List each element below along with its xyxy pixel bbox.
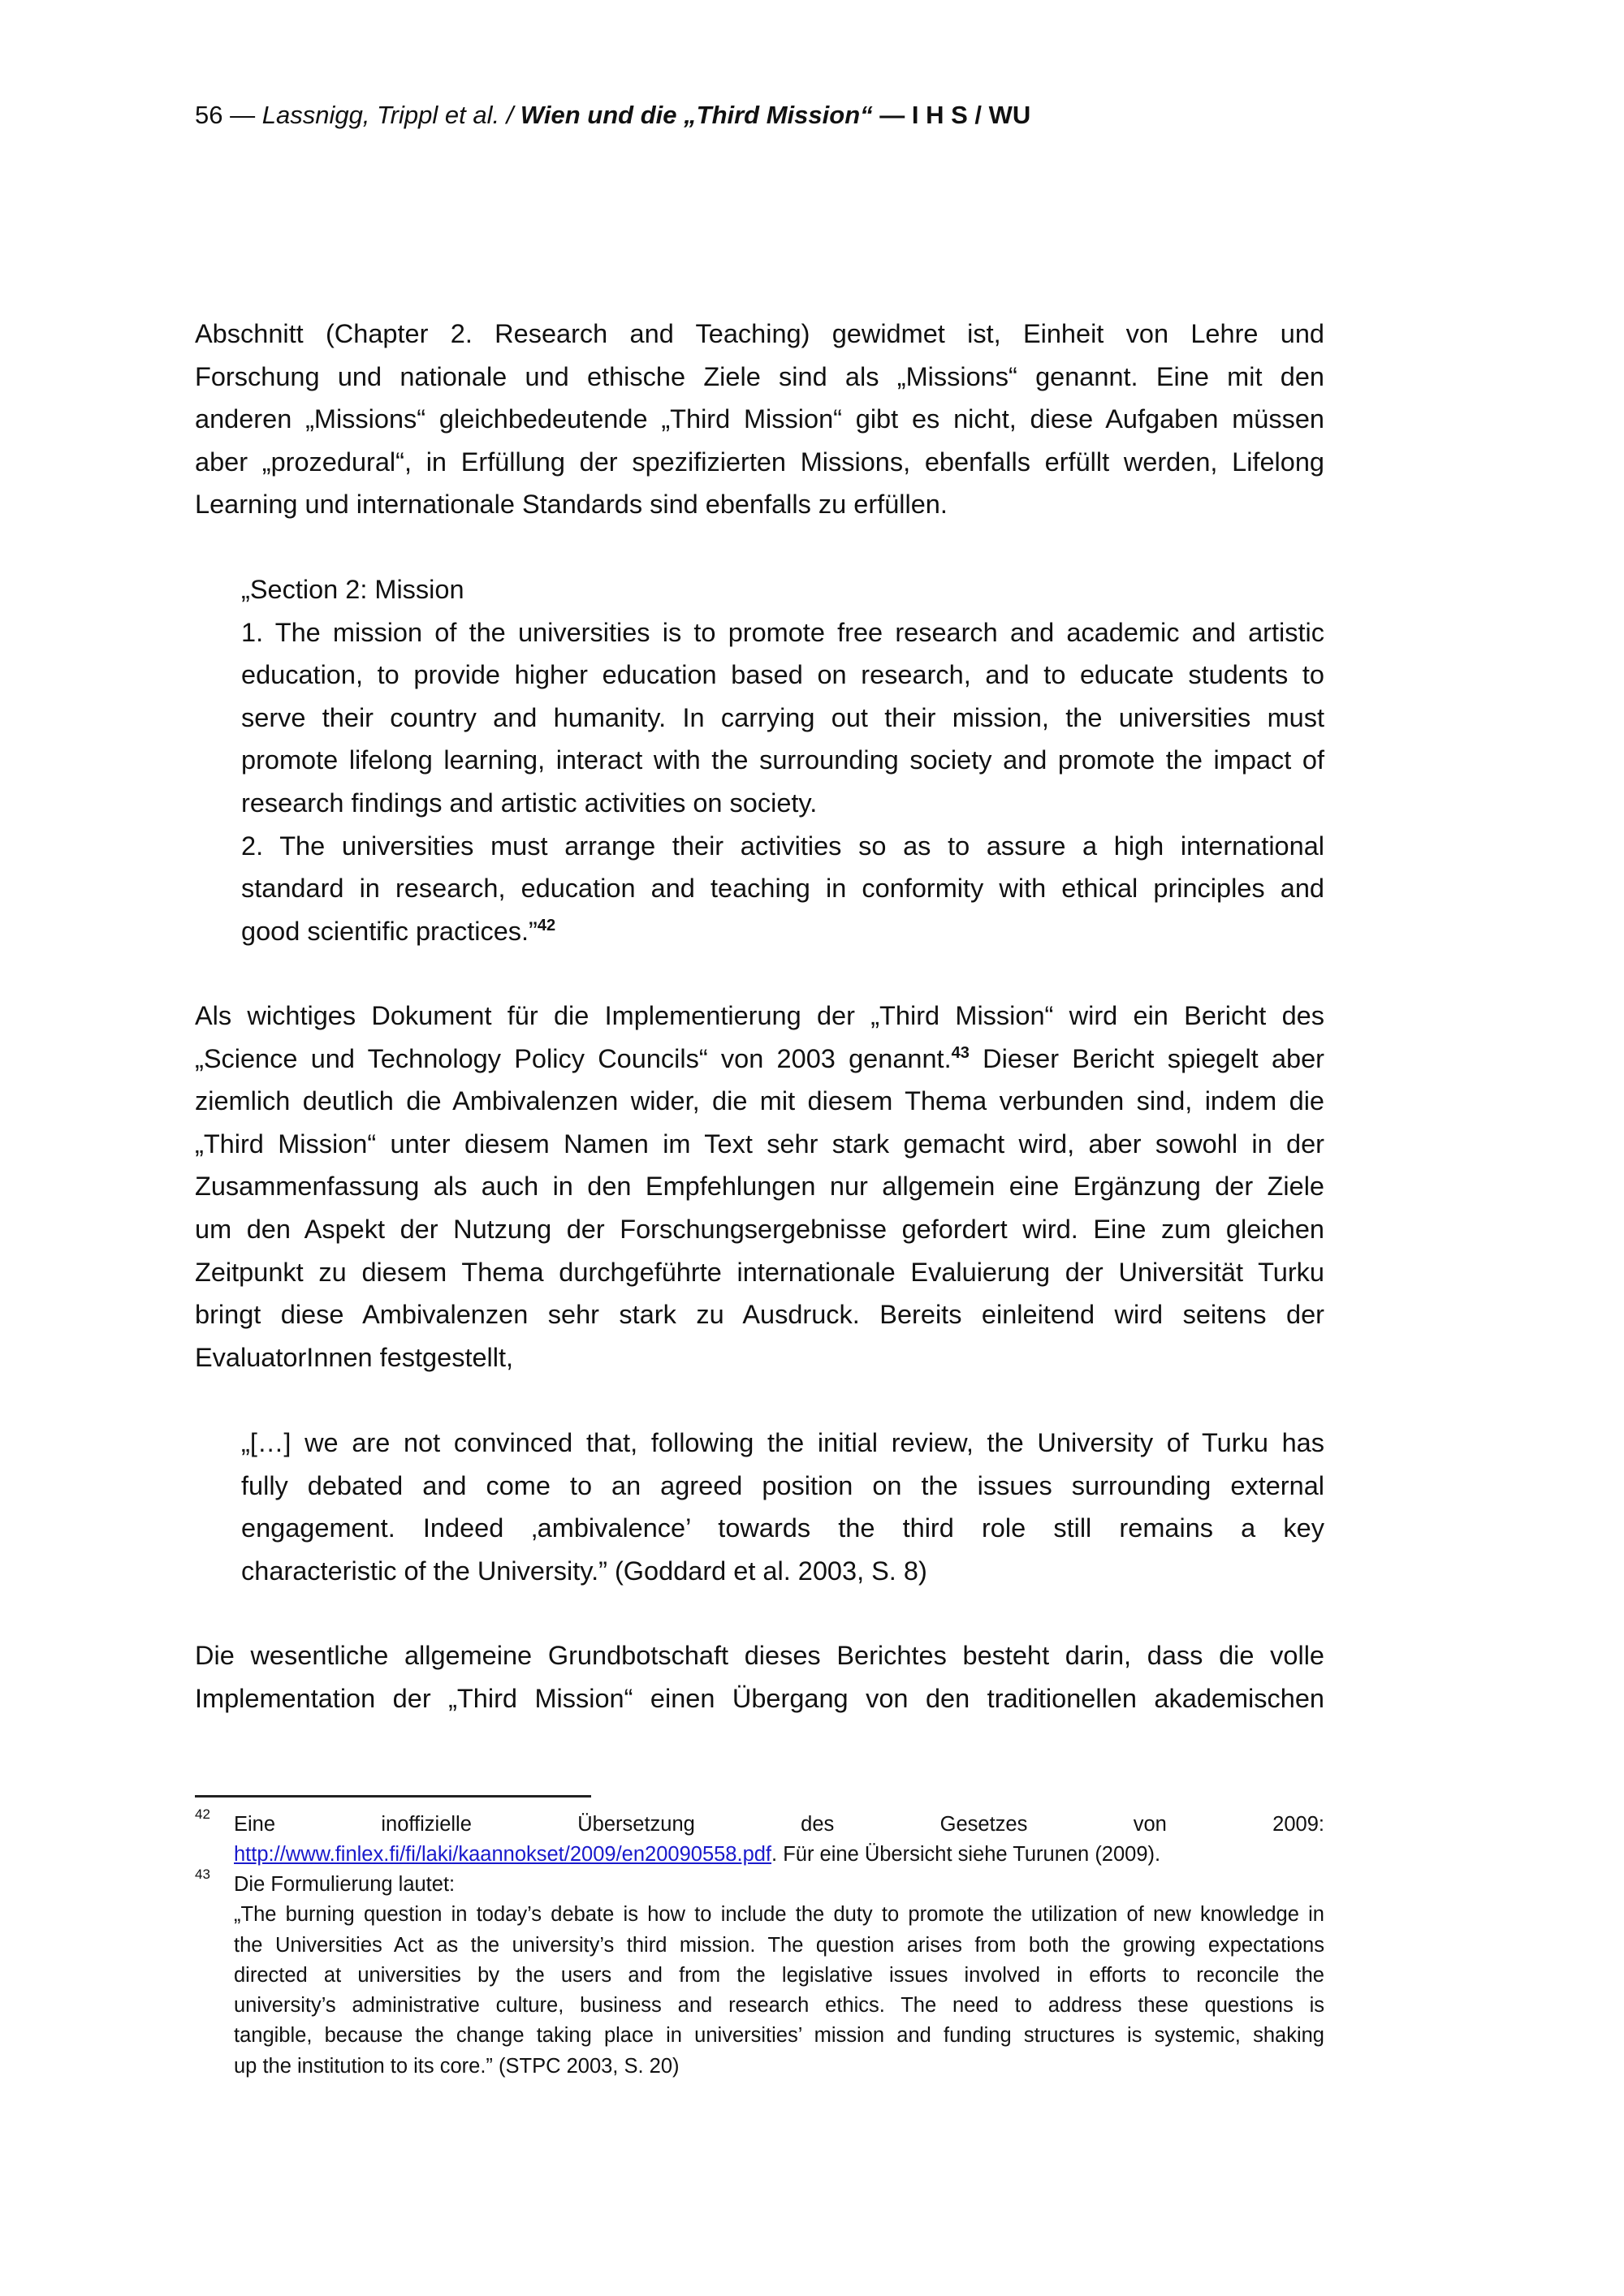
- text-line: [241, 1550, 1324, 1593]
- line-text: Die wesentliche allgemeine Grundbotschaft dieses Berichtes besteht darin, dass die volle: [195, 1641, 1324, 1670]
- line-text: 1. The mission of the universities is to promote free research and academic and artistic: [241, 617, 1324, 647]
- text-line: [241, 739, 1324, 782]
- footnote-rule: [195, 1795, 591, 1798]
- line-text: Abschnitt (Chapter 2. Research and Teaching) gewidmet ist, Einheit von Lehre und: [195, 319, 1324, 348]
- header-org: I H S / WU: [911, 101, 1031, 129]
- line-text: Dieser Bericht spiegelt aber: [969, 1043, 1325, 1073]
- block-quote: [241, 568, 1324, 952]
- line-text: promote lifelong learning, interact with the surrounding society and promote the impact of: [241, 745, 1324, 775]
- text-line: [195, 483, 1324, 526]
- text-line: [195, 398, 1324, 441]
- text-line: [195, 441, 1324, 484]
- footnote-number: 42: [195, 1806, 210, 1822]
- line-text: Als wichtiges Dokument für die Implementierung der „Third Mission“ wird ein Bericht des: [195, 1001, 1324, 1030]
- text-line: [241, 1507, 1324, 1550]
- line-text: „Third Mission“ unter diesem Namen im Text sehr stark gemacht wird, aber sowohl in der: [195, 1129, 1324, 1159]
- line-text: EvaluatorInnen festgestellt,: [195, 1342, 514, 1372]
- footnote: [195, 1806, 1324, 1871]
- text-line: [195, 313, 1324, 356]
- footnote-line: university’s administrative culture, business and research ethics. The need to address these questions is: [234, 1994, 1324, 2018]
- footnote-line: [234, 1840, 1324, 1870]
- text-line: [241, 910, 1324, 953]
- header-title: Wien und die „Third Mission“: [520, 101, 873, 129]
- line-text: good scientific practices.”: [241, 916, 538, 946]
- line-text: um den Aspekt der Nutzung der Forschungsergebnisse gefordert wird. Eine zum gleichen: [195, 1214, 1324, 1244]
- line-text: Learning und internationale Standards sind ebenfalls zu erfüllen.: [195, 490, 948, 520]
- line-text: 2. The universities must arrange their activities so as to assure a high international: [241, 831, 1324, 861]
- footnote: [195, 1867, 1324, 2082]
- text-line: [241, 697, 1324, 740]
- text-line: [241, 568, 1324, 611]
- page-number: 56 —: [195, 101, 262, 129]
- text-line: [195, 356, 1324, 399]
- text-line: [195, 1208, 1324, 1251]
- footnote-number: 43: [195, 1867, 210, 1882]
- text-line: [241, 1422, 1324, 1465]
- footnote-ref[interactable]: 43: [951, 1043, 970, 1062]
- paragraph: [195, 313, 1324, 526]
- line-text: anderen „Missions“ gleichbedeutende „Third Mission“ gibt es nicht, diese Aufgaben müssen: [195, 404, 1324, 434]
- text-line: [195, 1634, 1324, 1677]
- line-text: ziemlich deutlich die Ambivalenzen wider, die mit diesem Thema verbunden sind, indem die: [195, 1086, 1324, 1116]
- text-line: [195, 995, 1324, 1038]
- line-text: „Science und Technology Policy Councils“ von 2003 genannt.: [195, 1043, 952, 1073]
- line-text: aber „prozedural“, in Erfüllung der spezifizierten Missions, ebenfalls erfüllt werden, Lifelong: [195, 447, 1324, 477]
- line-text: „Section 2: Mission: [241, 575, 464, 604]
- text-line: [195, 1165, 1324, 1208]
- footnote-line: Die Formulierung lautet:: [234, 1873, 456, 1896]
- text-line: [241, 1465, 1324, 1508]
- text-line: [241, 654, 1324, 697]
- footnote-line: up the institution to its core.” (STPC 2003, S. 20): [234, 2054, 680, 2078]
- finlex-link[interactable]: http://www.finlex.fi/fi/laki/kaannokset/2009/en20090558.pdf: [234, 1843, 772, 1867]
- line-text: Zeitpunkt zu diesem Thema durchgeführte internationale Evaluierung der Universität Turku: [195, 1257, 1324, 1287]
- line-text: fully debated and come to an agreed position on the issues surrounding external: [241, 1470, 1324, 1500]
- line-text: characteristic of the University.” (Goddard et al. 2003, S. 8): [241, 1556, 927, 1586]
- paragraph: [195, 995, 1324, 1379]
- footnote-line: directed at universities by the users and from the legislative issues involved in efforts to reconcile the: [234, 1963, 1324, 1987]
- line-text: Forschung und nationale und ethische Ziele sind als „Missions“ genannt. Eine mit den: [195, 361, 1324, 391]
- footnote-line: tangible, because the change taking place in universities’ mission and funding structures is systemic, shaking: [234, 2024, 1324, 2048]
- block-quote: [241, 1422, 1324, 1592]
- text-line: [241, 867, 1324, 910]
- text-line: [195, 1251, 1324, 1294]
- footnote-line: Eine inoffizielle Übersetzung des Gesetzes von 2009:: [234, 1813, 1324, 1836]
- header-sep: —: [872, 101, 912, 129]
- text-line: [241, 782, 1324, 825]
- line-text: standard in research, education and teaching in conformity with ethical principles and: [241, 874, 1324, 904]
- text-line: [195, 1293, 1324, 1336]
- line-text: education, to provide higher education based on research, and to educate students to: [241, 660, 1324, 690]
- text-line: [195, 1677, 1324, 1720]
- header-authors: Lassnigg, Trippl et al. /: [261, 101, 520, 129]
- line-text: research findings and artistic activities on society.: [241, 788, 818, 818]
- line-text: engagement. Indeed ‚ambivalence’ towards the third role still remains a key: [241, 1513, 1324, 1543]
- footnote-line: „The burning question in today’s debate is how to include the duty to promote the utilization of new knowledge in: [234, 1903, 1324, 1927]
- running-header: [195, 101, 1030, 130]
- text-line: [195, 1038, 1324, 1081]
- text-line: [195, 1336, 1324, 1379]
- text-line: [241, 611, 1324, 654]
- footnote-line: the Universities Act as the university’s third mission. The question arises from both the growing expectations: [234, 1933, 1324, 1957]
- footnote-text: . Für eine Übersicht siehe Turunen (2009).: [771, 1843, 1161, 1867]
- line-text: „[…] we are not convinced that, following the initial review, the University of Turku has: [241, 1428, 1324, 1457]
- line-text: serve their country and humanity. In carrying out their mission, the universities must: [241, 702, 1324, 732]
- line-text: Implementation der „Third Mission“ einen Übergang von den traditionellen akademischen: [195, 1683, 1324, 1713]
- text-line: [195, 1080, 1324, 1123]
- text-line: [241, 825, 1324, 868]
- text-line: [195, 1123, 1324, 1166]
- paragraph: [195, 1634, 1324, 1720]
- line-text: Zusammenfassung als auch in den Empfehlungen nur allgemein eine Ergänzung der Ziele: [195, 1172, 1324, 1202]
- footnote-ref[interactable]: 42: [537, 916, 556, 934]
- line-text: bringt diese Ambivalenzen sehr stark zu Ausdruck. Bereits einleitend wird seitens der: [195, 1300, 1324, 1330]
